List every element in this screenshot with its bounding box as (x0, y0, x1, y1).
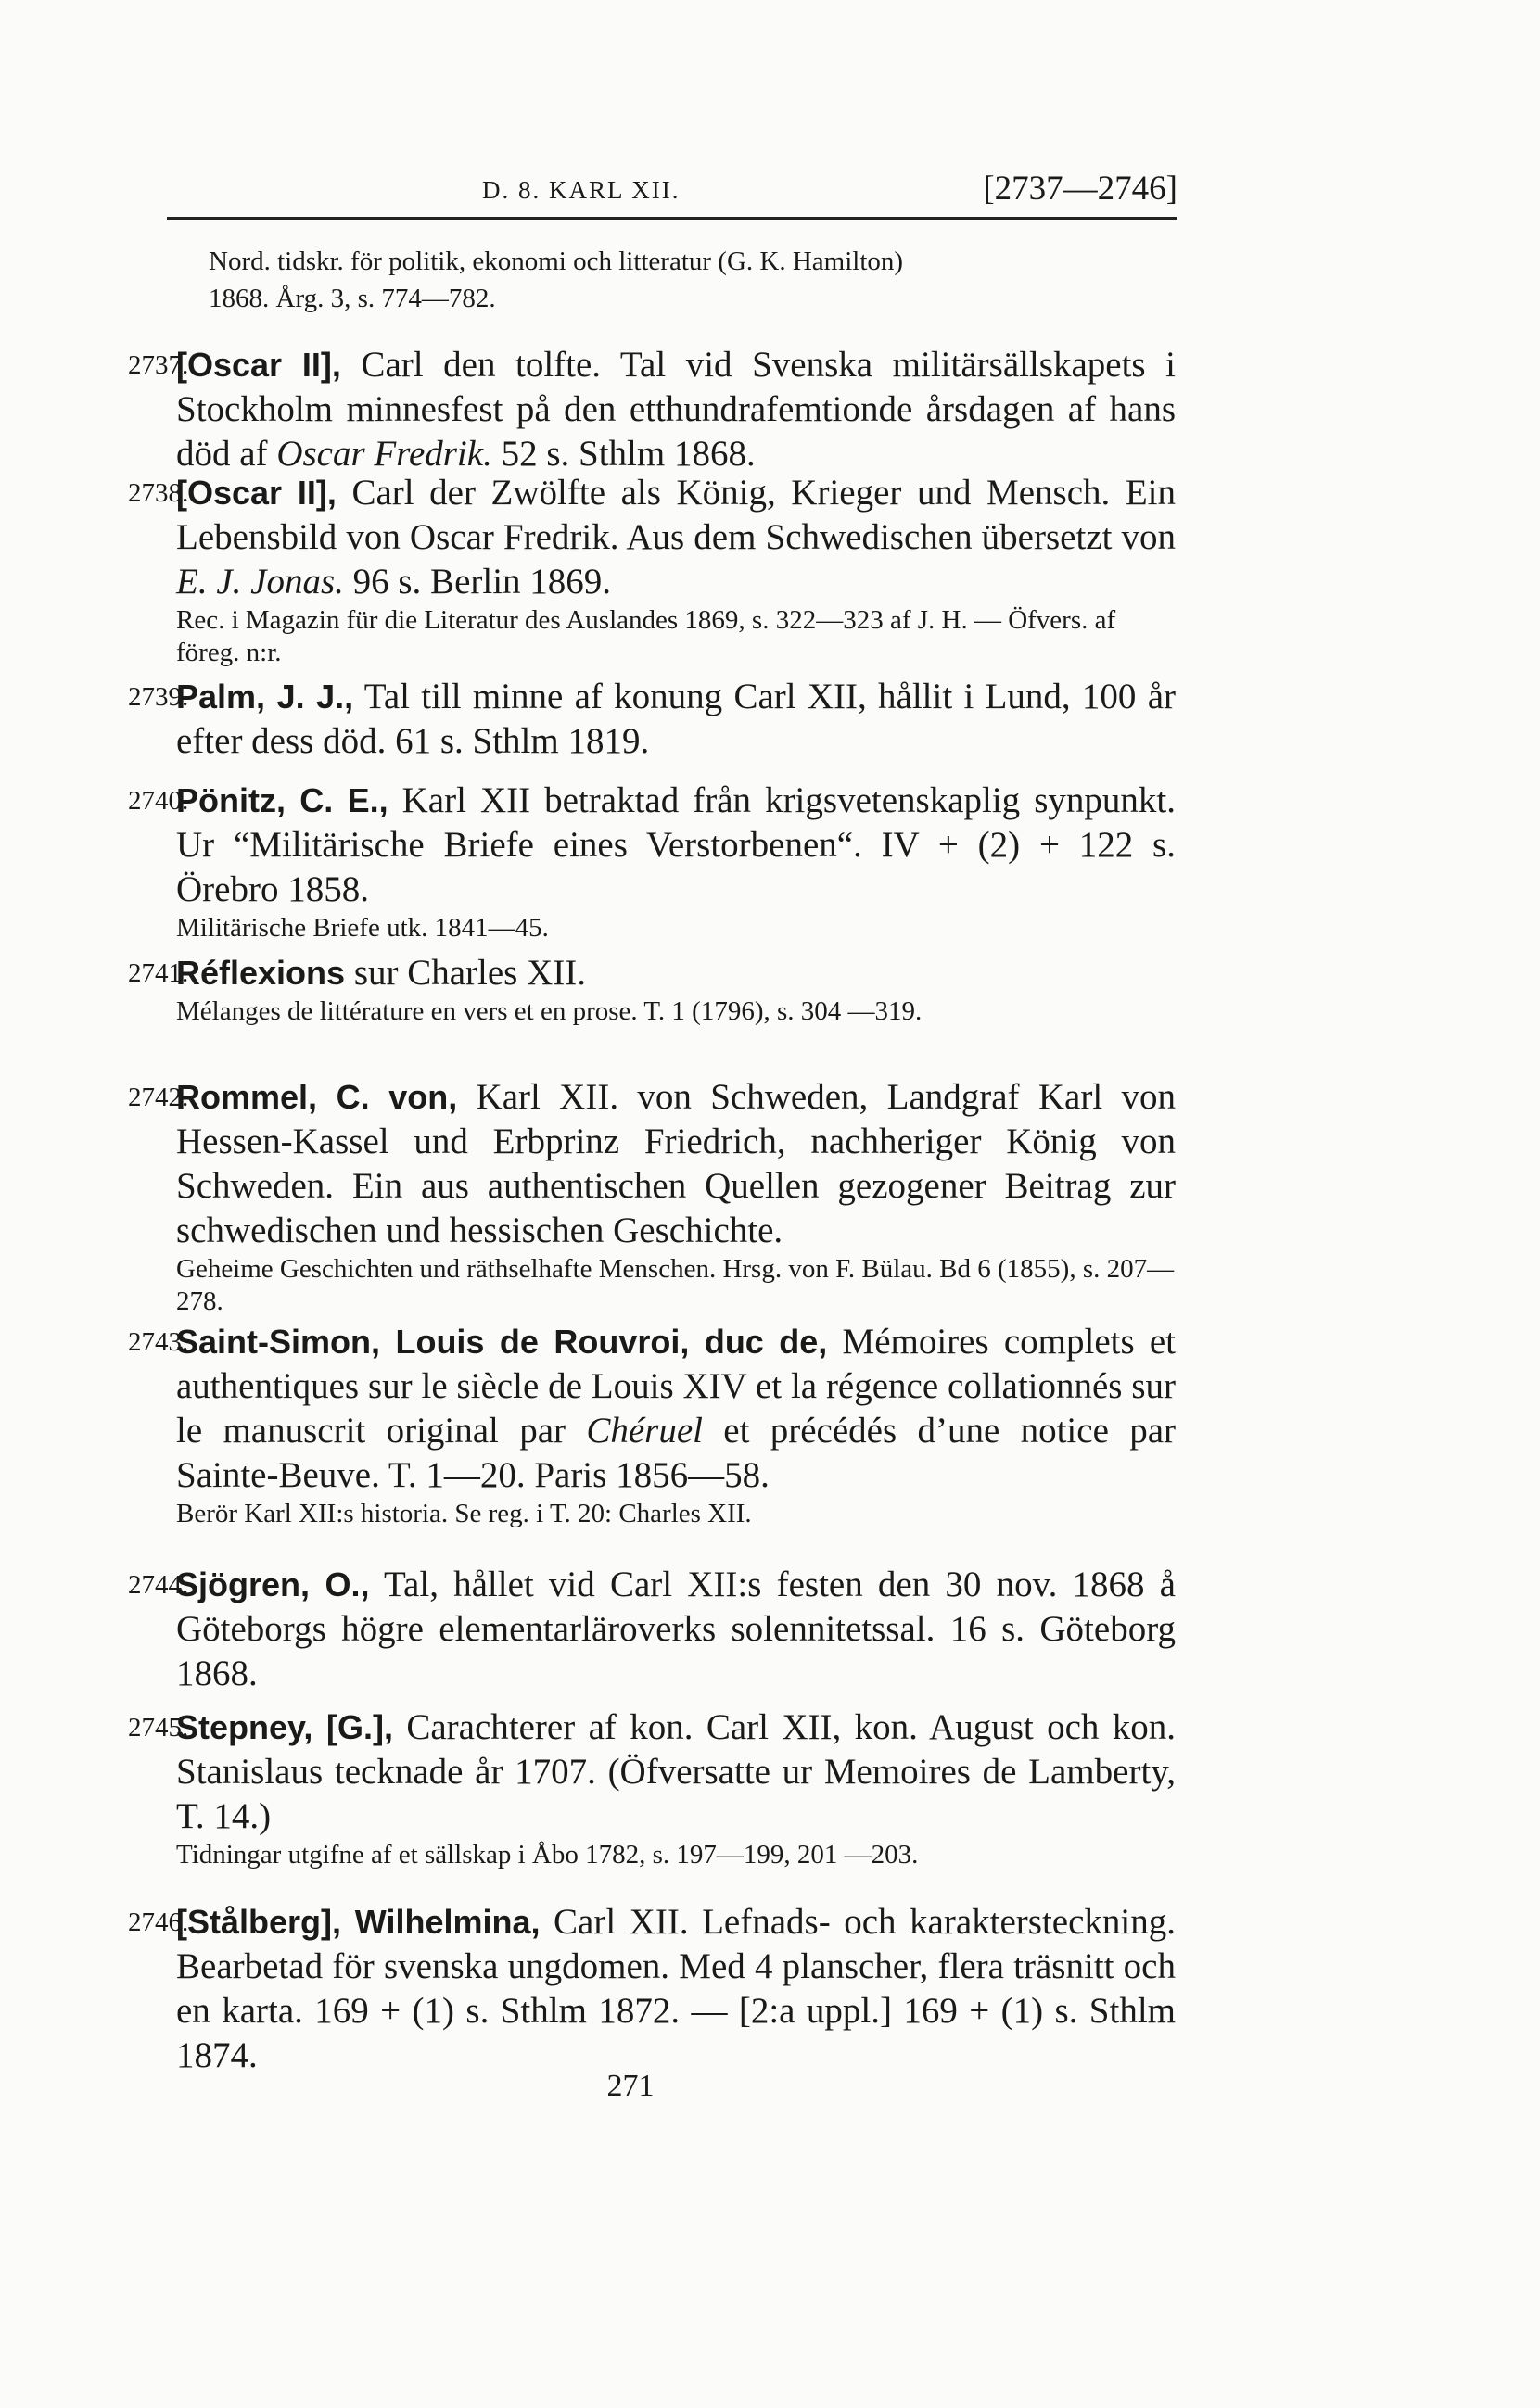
entry-text (176, 343, 1176, 476)
entry-text (176, 1563, 1176, 1696)
entry-author: Sjögren, O., (176, 1565, 370, 1603)
entry-author: Saint-Simon, Louis de Rouvroi, duc de, (176, 1323, 828, 1361)
continued-note-line: 1868. Årg. 3, s. 774—782. (209, 284, 496, 313)
entry-imprint: 52 s. Sthlm 1868. (491, 434, 756, 474)
entry-2743 (128, 1320, 1176, 1530)
entry-note: Rec. i Magazin für die Literatur des Auslandes 1869, s. 322—323 af J. H. — Öfvers. af föreg. n:r. (176, 605, 1116, 667)
entry-2738 (128, 471, 1176, 669)
entry-number: 2738. (128, 478, 189, 508)
entry-text (176, 1075, 1176, 1253)
entry-title: Carachterer af kon. Carl XII, kon. August och kon. Stanislaus tecknade år 1707. (Öfversatte ur Memoires de Lamberty, T. 14.) (176, 1707, 1177, 1836)
entry-author: Pönitz, C. E., (176, 781, 388, 819)
entry-title: Mémoires complets et authentiques sur le siècle de Louis XIV et la régence collationnés sur le manuscrit original par (176, 1322, 1176, 1451)
entry-number: 2746. (128, 1907, 189, 1937)
entry-2739 (128, 675, 1176, 764)
entry-imprint: 96 s. Berlin 1869. (343, 562, 612, 602)
entry-number: 2742. (128, 1083, 189, 1112)
entry-number: 2743. (128, 1327, 189, 1357)
entry-number: 2744. (128, 1570, 189, 1600)
entry-number: 2745. (128, 1713, 189, 1743)
entry-note: Militärische Briefe utk. 1841—45. (176, 913, 549, 943)
entry-2746 (128, 1900, 1176, 2078)
page-number: 271 (606, 2069, 655, 2103)
entry-title: Carl der Zwölfte als König, Krieger und Mensch. Ein Lebensbild von Oscar Fredrik. Aus dem Schwedischen übersetzt von (176, 473, 1177, 557)
entry-text (176, 1320, 1176, 1498)
entry-author: Palm, J. J., (176, 678, 354, 716)
continued-note (209, 243, 1173, 317)
entry-2737 (128, 343, 1176, 476)
entry-2742 (128, 1075, 1176, 1318)
entry-note: Geheime Geschichten und räthselhafte Menschen. Hrsg. von F. Bülau. Bd 6 (1855), s. 207—278. (176, 1254, 1175, 1316)
entry-italic: Chéruel (586, 1411, 703, 1451)
entry-italic: E. J. Jonas. (176, 562, 344, 602)
entry-text (176, 1705, 1176, 1839)
entry-title: sur Charles XII. (345, 953, 586, 993)
continued-note-line: Nord. tidskr. för politik, ekonomi och litteratur (G. K. Hamilton) (209, 247, 904, 276)
entry-text (176, 779, 1176, 912)
running-header (167, 165, 1177, 220)
entry-author: [Oscar II], (176, 474, 337, 512)
entry-title: Carl den tolfte. Tal vid Svenska militärsällskapets i Stockholm minnesfest på den etthundrafemtionde årsdagen af hans död af (176, 345, 1176, 474)
entry-title: Karl XII betraktad från krigsvetenskaplig synpunkt. Ur “Militärische Briefe eines Verstorbenen“. IV + (2) + 122 s. Örebro 1858. (176, 780, 1176, 909)
entry-title: Tal, hållet vid Carl XII:s festen den 30 nov. 1868 å Göteborgs högre elementarläroverks solennitetssal. 16 s. Göteborg 1868. (176, 1565, 1176, 1693)
entry-number: 2740. (128, 786, 189, 816)
entry-2741 (128, 951, 1176, 1028)
entry-title: Tal till minne af konung Carl XII, hållit i Lund, 100 år efter dess död. 61 s. Sthlm 1819. (176, 677, 1176, 761)
entry-note: Berör Karl XII:s historia. Se reg. i T. 20: Charles XII. (176, 1499, 752, 1528)
entry-number: 2739. (128, 682, 189, 712)
entry-author: Rommel, C. von, (176, 1078, 458, 1116)
entry-title: Carl XII. Lefnads- och karaktersteckning. Bearbetad för svenska ungdomen. Med 4 planscher, flera träsnitt och en karta. 169 + (1) s. Sthlm 1872. — [2:a uppl.] 169 + (1) s. Sthlm 1874. (176, 1902, 1176, 2075)
entry-author: [Stålberg], Wilhelmina, (176, 1903, 541, 1941)
entry-text (176, 675, 1176, 764)
header-entry-range: [2737—2746] (983, 170, 1177, 208)
entry-2740 (128, 779, 1176, 944)
entry-author: Stepney, [G.], (176, 1708, 393, 1746)
entry-number: 2737. (128, 350, 189, 380)
entry-note: Tidningar utgifne af et sällskap i Åbo 1782, s. 197—199, 201 —203. (176, 1840, 919, 1869)
entry-2745 (128, 1705, 1176, 1871)
entry-note: Mélanges de littérature en vers et en prose. T. 1 (1796), s. 304 —319. (176, 996, 923, 1026)
entry-author: Réflexions (176, 954, 346, 992)
entry-title: Karl XII. von Schweden, Landgraf Karl von Hessen-Kassel und Erbprinz Friedrich, nachheriger König von Schweden. Ein aus authentischen Quellen gezogener Beitrag zur schwedischen und hessischen Geschichte. (176, 1077, 1177, 1250)
entry-author: [Oscar II], (176, 346, 341, 384)
entry-text (176, 1900, 1176, 2078)
entry-text (176, 951, 1176, 995)
entry-imprint: et précédés d’une notice par Sainte-Beuve. T. 1—20. Paris 1856—58. (176, 1411, 1176, 1495)
entry-italic: Oscar Fredrik. (276, 434, 492, 474)
entry-2744 (128, 1563, 1176, 1696)
entry-text (176, 471, 1176, 604)
header-section-title: D. 8. KARL XII. (482, 176, 681, 204)
entry-number: 2741. (128, 958, 189, 988)
